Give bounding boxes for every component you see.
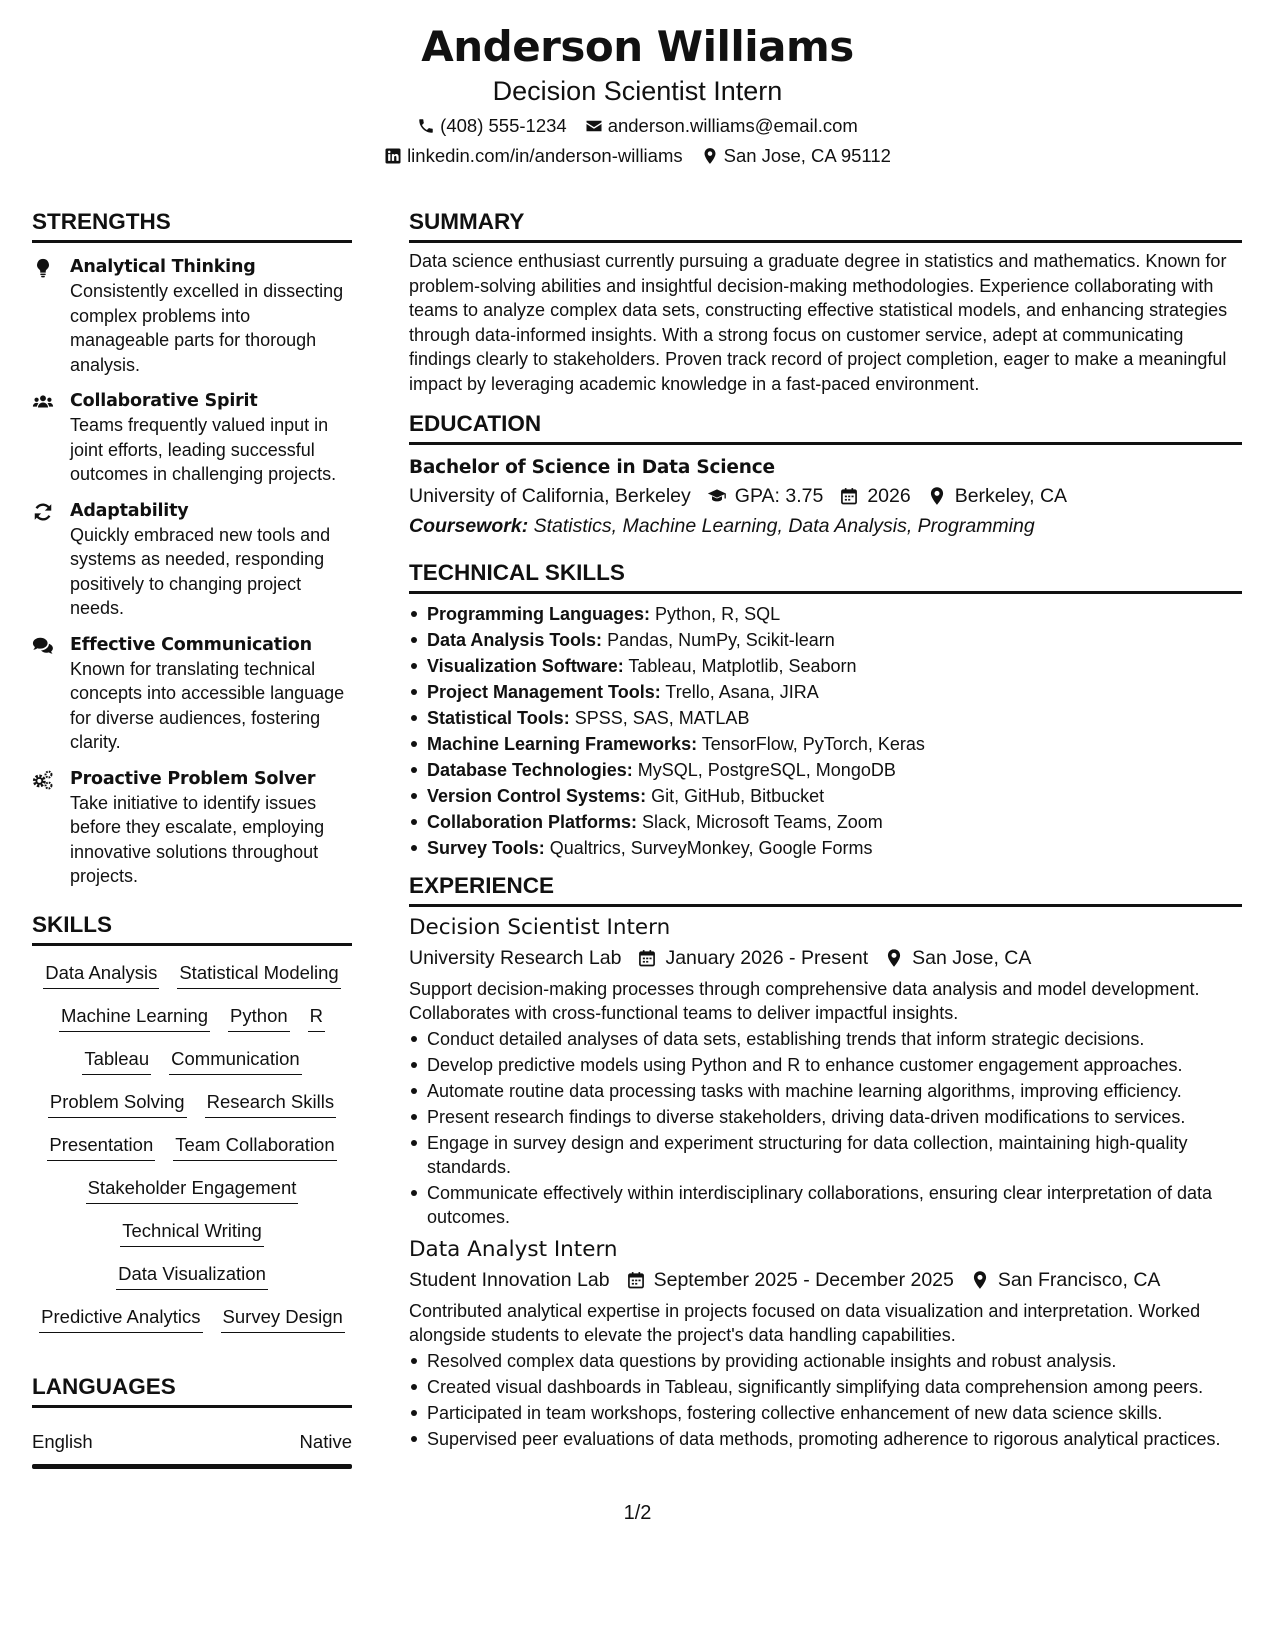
list-item: Visualization Software: Tableau, Matplotlib, Seaborn (409, 654, 1242, 678)
strength-desc: Take initiative to identify issues before they escalate, employing innovative solutions throughout projects. (70, 792, 325, 886)
skill-tag: Python (228, 1003, 290, 1032)
job-description: Contributed analytical expertise in projects focused on data visualization and interpretation. Worked alongside students to elevate the project's data handling capabilities. (409, 1301, 1201, 1345)
calendar-icon (626, 1270, 646, 1290)
gpa-text: GPA: 3.75 (734, 485, 824, 507)
comments-icon (32, 635, 54, 657)
strength-desc: Teams frequently valued input in joint efforts, leading successful outcomes in challenging projects. (70, 415, 337, 484)
calendar-icon (839, 486, 859, 506)
phone-text: (408) 555-1234 (440, 115, 567, 136)
skill-tag: Presentation (47, 1132, 155, 1161)
strength-title: Adaptability (70, 500, 189, 521)
skill-tag: Technical Writing (120, 1218, 264, 1247)
coursework-label: Coursework: (409, 515, 529, 537)
list-item: Engage in survey design and experiment structuring for data collection, maintaining high-quality standards. (409, 1131, 1242, 1179)
strength-title: Collaborative Spirit (70, 391, 258, 411)
list-item: Develop predictive models using Python and R to enhance customer engagement approaches. (409, 1053, 1242, 1077)
skill-tag: Communication (169, 1046, 302, 1075)
company-name: Student Innovation Lab (409, 1269, 610, 1291)
languages-heading: LANGUAGES (32, 1373, 352, 1408)
linkedin-text[interactable]: linkedin.com/in/anderson-williams (407, 145, 683, 166)
skill-tag: Survey Design (221, 1304, 345, 1333)
map-pin-icon (970, 1270, 990, 1290)
phone-icon (417, 117, 435, 135)
list-item: Survey Tools: Qualtrics, SurveyMonkey, Google Forms (409, 836, 1242, 860)
job-location: San Francisco, CA (997, 1269, 1161, 1291)
list-item: Project Management Tools: Trello, Asana, JIRA (409, 680, 1242, 704)
coursework (409, 511, 1242, 541)
job-location: San Jose, CA (912, 947, 1032, 969)
skill-tag: Tableau (82, 1046, 151, 1075)
summary-text: Data science enthusiast currently pursuing a graduate degree in statistics and mathematics. Known for problem-solving abilities and insightful decision-making methodologies. Experience collaborating with teams to analyze complex data sets, constructing effective statistical models, and enhancing strategies through data-informed insights. With a strong focus on customer service, adept at communicating findings clearly to stakeholders. Proven track record of project completion, eager to make a meaningful impact by leveraging academic knowledge in a fast-paced environment. (409, 251, 1228, 394)
summary-heading: SUMMARY (409, 208, 1242, 243)
skill-tag: Data Visualization (116, 1261, 268, 1290)
list-item: Conduct detailed analyses of data sets, establishing trends that inform strategic decisions. (409, 1027, 1242, 1051)
list-item: Statistical Tools: SPSS, SAS, MATLAB (409, 706, 1242, 730)
job-title: Data Analyst Intern (409, 1237, 618, 1262)
strengths-heading: STRENGTHS (32, 208, 352, 243)
graduation-year: 2026 (867, 485, 911, 507)
job-dates: January 2026 - Present (665, 947, 869, 969)
list-item: Supervised peer evaluations of data methods, promoting adherence to rigorous analytical practices. (409, 1427, 1242, 1451)
education-meta (409, 481, 1242, 511)
list-item: Automate routine data processing tasks with machine learning algorithms, improving efficiency. (409, 1079, 1242, 1103)
experience-heading: EXPERIENCE (409, 872, 1242, 907)
resume-header (0, 22, 1275, 168)
candidate-title: Decision Scientist Intern (492, 76, 783, 106)
list-item: Collaboration Platforms: Slack, Microsoft Teams, Zoom (409, 810, 1242, 834)
strength-title: Effective Communication (70, 634, 312, 655)
language-proficiency-bar (32, 1464, 352, 1469)
email-item[interactable] (585, 114, 858, 138)
job-description: Support decision-making processes through comprehensive data analysis and model development. Collaborates with cross-functional teams to deliver impactful insights. (409, 979, 1200, 1023)
list-item: Programming Languages: Python, R, SQL (409, 602, 1242, 626)
right-column (409, 208, 1242, 1453)
strength-item (32, 389, 352, 487)
list-item: Resolved complex data questions by providing actionable insights and robust analysis. (409, 1349, 1242, 1373)
left-column (32, 208, 352, 1469)
linkedin-icon (384, 147, 402, 165)
education-location: Berkeley, CA (954, 485, 1068, 507)
email-text[interactable]: anderson.williams@email.com (607, 115, 858, 136)
company-name: University Research Lab (409, 947, 622, 969)
skill-tag: R (308, 1003, 325, 1032)
list-item: Participated in team workshops, fostering collective enhancement of new data science skills. (409, 1401, 1242, 1425)
school-name: University of California, Berkeley (409, 485, 691, 507)
users-icon (32, 391, 54, 413)
strength-desc: Known for translating technical concepts into accessible language for diverse audiences, fostering clarity. (70, 658, 345, 752)
job-title: Decision Scientist Intern (409, 915, 671, 940)
contact-row-2 (0, 144, 1275, 168)
job-bullets (409, 1349, 1242, 1451)
strength-desc: Consistently excelled in dissecting complex problems into manageable parts for thorough analysis. (70, 281, 344, 375)
job-entry (409, 913, 1242, 1229)
sync-icon (32, 501, 54, 523)
language-row (32, 1430, 352, 1454)
map-pin-icon (884, 948, 904, 968)
list-item: Database Technologies: MySQL, PostgreSQL, MongoDB (409, 758, 1242, 782)
education-heading: EDUCATION (409, 410, 1242, 445)
language-name: English (32, 1430, 93, 1452)
list-item: Data Analysis Tools: Pandas, NumPy, Scikit-learn (409, 628, 1242, 652)
graduation-cap-icon (707, 486, 727, 506)
skill-tag: Research Skills (205, 1089, 337, 1118)
job-entry (409, 1235, 1242, 1451)
calendar-icon (637, 948, 657, 968)
skills-heading: SKILLS (32, 911, 352, 946)
skill-tag: Data Analysis (43, 960, 159, 989)
skill-tag: Machine Learning (59, 1003, 210, 1032)
technical-skills-heading: TECHNICAL SKILLS (409, 559, 1242, 594)
list-item: Version Control Systems: Git, GitHub, Bitbucket (409, 784, 1242, 808)
degree-title: Bachelor of Science in Data Science (409, 457, 775, 478)
location-text: San Jose, CA 95112 (723, 145, 891, 166)
linkedin-item[interactable] (384, 144, 683, 168)
skill-tag: Statistical Modeling (177, 960, 340, 989)
job-meta (409, 943, 1242, 973)
strength-item (32, 633, 352, 755)
cogs-icon (32, 769, 54, 791)
list-item: Present research findings to diverse stakeholders, driving data-driven modifications to services. (409, 1105, 1242, 1129)
strength-title: Analytical Thinking (70, 257, 256, 277)
skills-list (32, 960, 352, 1333)
candidate-name: Anderson Williams (421, 22, 854, 71)
strength-item (32, 255, 352, 377)
strength-item (32, 499, 352, 621)
language-level: Native (299, 1430, 352, 1452)
list-item: Communicate effectively within interdisciplinary collaborations, ensuring clear interpretation of data outcomes. (409, 1181, 1242, 1229)
technical-skills-list (409, 602, 1242, 860)
skill-tag: Team Collaboration (173, 1132, 336, 1161)
lightbulb-icon (32, 257, 54, 279)
phone-item (417, 114, 567, 138)
map-pin-icon (927, 486, 947, 506)
skill-tag: Predictive Analytics (39, 1304, 202, 1333)
skill-tag: Problem Solving (48, 1089, 187, 1118)
job-dates: September 2025 - December 2025 (653, 1269, 954, 1291)
strength-desc: Quickly embraced new tools and systems as needed, responding positively to changing project needs. (70, 524, 331, 618)
map-pin-icon (701, 147, 719, 165)
coursework-list: Statistics, Machine Learning, Data Analysis, Programming (533, 515, 1035, 537)
skill-tag: Stakeholder Engagement (86, 1175, 299, 1204)
list-item: Machine Learning Frameworks: TensorFlow, PyTorch, Keras (409, 732, 1242, 756)
contact-row-1 (0, 114, 1275, 138)
envelope-icon (585, 117, 603, 135)
list-item: Created visual dashboards in Tableau, significantly simplifying data comprehension among peers. (409, 1375, 1242, 1399)
location-item (701, 144, 891, 168)
strength-title: Proactive Problem Solver (70, 768, 316, 789)
strength-item (32, 767, 352, 889)
job-meta (409, 1265, 1242, 1295)
job-bullets (409, 1027, 1242, 1229)
page-number: 1/2 (623, 1502, 652, 1524)
